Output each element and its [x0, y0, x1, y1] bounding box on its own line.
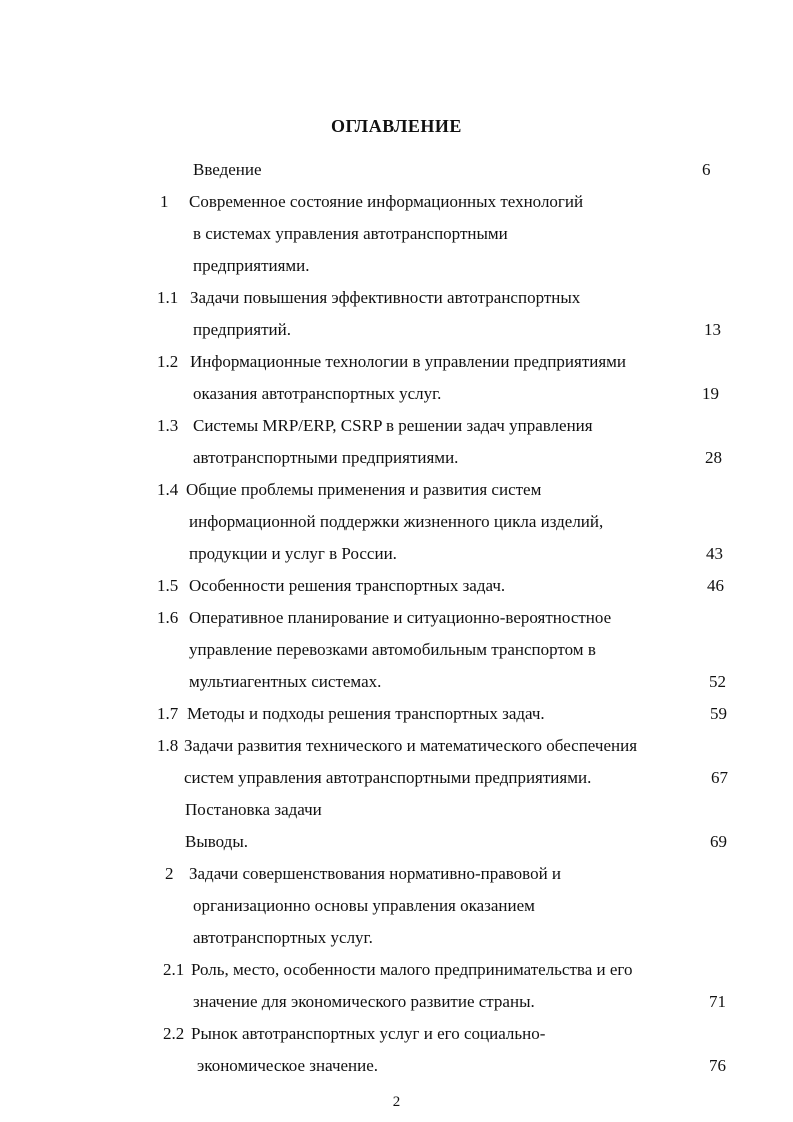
toc-entry-page: 52 [709, 672, 726, 691]
toc-entry-text: Роль, место, особенности малого предпринимательства и его [191, 960, 633, 979]
toc-entry-page: 46 [707, 576, 724, 595]
page-number: 2 [392, 1094, 401, 1110]
toc-entry-number: 1.1 [157, 288, 179, 307]
toc-entry-text: Введение [193, 160, 262, 179]
toc-entry-page: 6 [702, 160, 711, 179]
toc-entry-text: Задачи развития технического и математического обеспечения [184, 736, 638, 755]
toc-entry-text: Постановка задачи [185, 800, 322, 819]
toc-entry-text: продукции и услуг в России. [189, 544, 397, 563]
toc-entry-text: Информационные технологии в управлении предприятиями [190, 352, 627, 371]
toc-entry-number: 1.4 [157, 480, 179, 499]
toc-entry-page: 43 [706, 544, 723, 563]
toc-entry-number: 1.2 [157, 352, 179, 371]
toc-entry-number: 2.2 [163, 1024, 185, 1043]
toc-entry-text: Задачи совершенствования нормативно-правовой и [189, 864, 562, 883]
toc-entry-text: Современное состояние информационных технологий [189, 192, 584, 211]
toc-title: ОГЛАВЛЕНИЕ [331, 116, 462, 136]
toc-entry-text: Системы MRP/ERP, CSRP в решении задач управления [193, 416, 593, 435]
toc-entry-page: 59 [710, 704, 727, 723]
toc-entry-number: 2.1 [163, 960, 185, 979]
toc-entry-number: 1.7 [157, 704, 179, 723]
toc-entry-text: систем управления автотранспортными предприятиями. [184, 768, 592, 787]
toc-entry-text: информационной поддержки жизненного цикла изделий, [189, 512, 604, 531]
toc-entry-number: 1 [160, 192, 169, 211]
toc-entry-page: 69 [710, 832, 727, 851]
toc-entry-page: 76 [709, 1056, 726, 1075]
toc-entry-page: 13 [704, 320, 721, 339]
toc-entry-text: Задачи повышения эффективности автотранспортных [190, 288, 581, 307]
toc-entry-text: предприятий. [193, 320, 291, 339]
toc-entry-text: организационно основы управления оказанием [193, 896, 535, 915]
toc-entry-page: 71 [709, 992, 726, 1011]
toc-entry-text: Особенности решения транспортных задач. [189, 576, 506, 595]
toc-entry-text: автотранспортных услуг. [193, 928, 373, 947]
toc-entry-text: Общие проблемы применения и развития систем [186, 480, 542, 499]
toc-entry-text: управление перевозками автомобильным транспортом в [189, 640, 596, 659]
toc-entry-text: Рынок автотранспортных услуг и его социально- [191, 1024, 546, 1043]
toc-entry-text: Оперативное планирование и ситуационно-вероятностное [189, 608, 612, 627]
toc-entry-text: предприятиями. [193, 256, 310, 275]
toc-entry-number: 1.6 [157, 608, 179, 627]
toc-entry-text: Методы и подходы решения транспортных задач. [187, 704, 545, 723]
toc-entry-text: значение для экономического развитие страны. [193, 992, 535, 1011]
toc-entry-text: мультиагентных системах. [189, 672, 382, 691]
toc-entry-page: 28 [705, 448, 722, 467]
toc-entry-text: Выводы. [185, 832, 249, 851]
toc-entry-text: оказания автотранспортных услуг. [193, 384, 442, 403]
toc-entry-text: в системах управления автотранспортными [193, 224, 508, 243]
toc-entry-number: 2 [165, 864, 174, 883]
toc-entry-number: 1.5 [157, 576, 179, 595]
toc-entry-number: 1.3 [157, 416, 179, 435]
toc-entry-text: автотранспортными предприятиями. [193, 448, 459, 467]
toc-entry-number: 1.8 [157, 736, 179, 755]
toc-entry-page: 67 [711, 768, 728, 787]
toc-entry-page: 19 [702, 384, 719, 403]
toc-entry-text: экономическое значение. [197, 1056, 379, 1075]
